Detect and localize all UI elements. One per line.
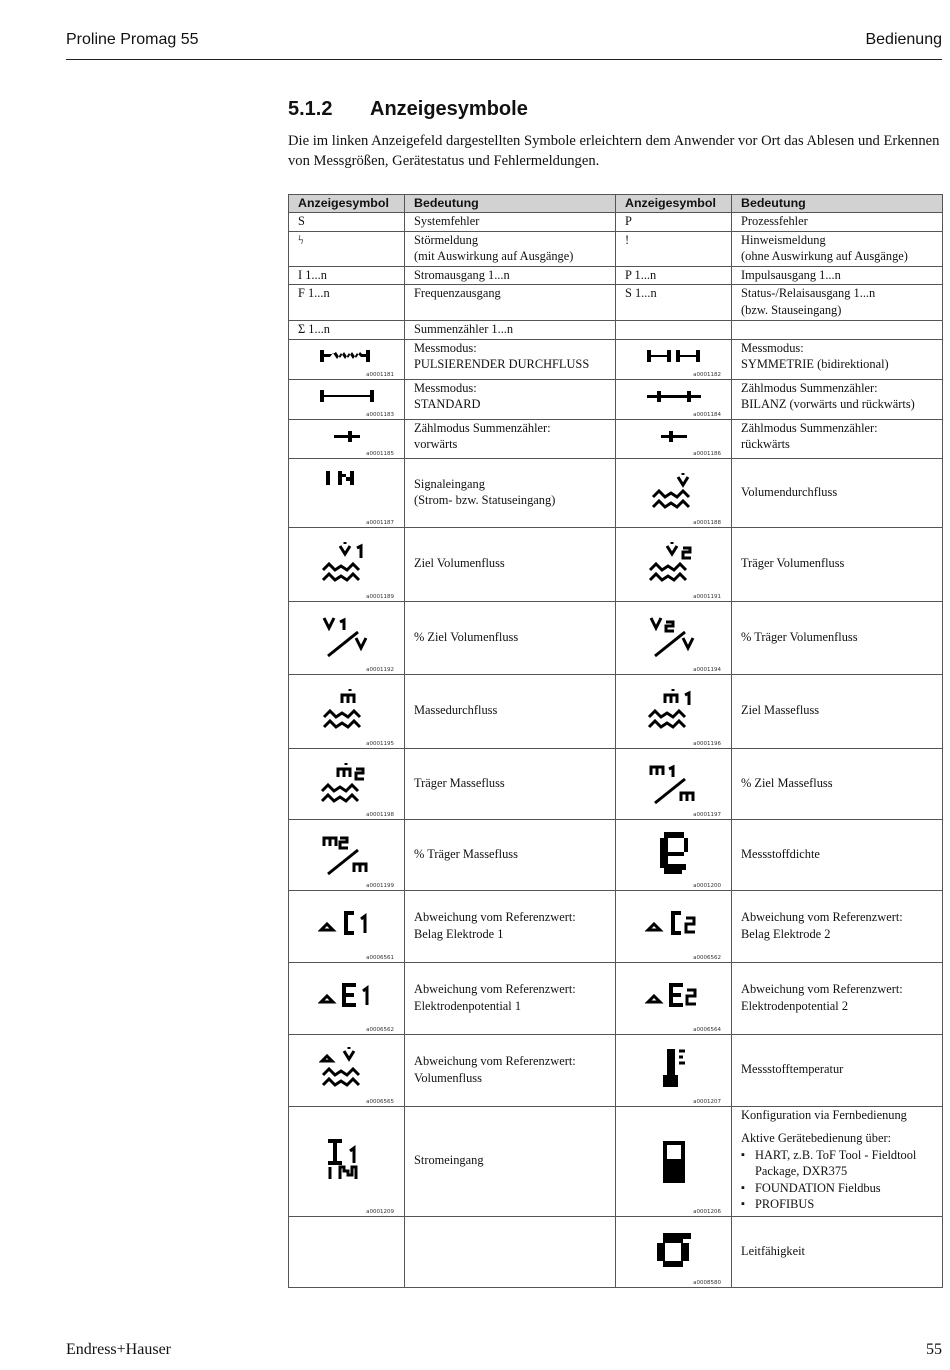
meaning-cell: Volumendurchfluss [732,458,943,527]
standard-mode-icon [318,388,376,404]
meaning-line: Aktive Gerätebedienung über: [741,1131,892,1145]
table-row [289,601,943,674]
table-row [289,748,943,819]
symbol-cell: Σ 1...n [289,321,405,340]
meaning-cell [405,339,616,379]
meaning-cell: % Ziel Volumenfluss [405,601,616,674]
meaning-line: Zählmodus Summenzähler: [414,420,551,435]
symbol-cell [289,890,405,962]
meaning-cell [405,379,616,419]
meaning-cell [732,339,943,379]
symbol-cell [289,819,405,890]
section-intro: Die im linken Anzeigefeld dargestellten Symbole erleichtern dem Anwender vor Ort das Ablesen und Erkennen von Messgrößen, Gerätestatus und Fehlermeldungen. [288,133,940,169]
conductivity-icon [649,1225,699,1275]
symbol-cell [289,1106,405,1216]
table-row [289,339,943,379]
meaning-cell [405,962,616,1034]
meaning-cell [732,321,943,340]
meaning-line: Zählmodus Summenzähler: [741,420,878,435]
symbol-cell [289,419,405,458]
mass-flow-icon [320,685,374,733]
figure-code: a0001182 [693,371,721,378]
table-row [289,962,943,1034]
table-row [289,1034,943,1106]
symbol-cell [616,379,732,419]
volume-flow-icon [319,538,375,586]
column-header: Bedeutung [732,195,943,213]
backward-icon [659,428,689,444]
table-row [289,1216,943,1287]
deviation-icon [318,981,376,1009]
meaning-cell: Summenzähler 1...n [405,321,616,340]
meaning-cell: Träger Volumenfluss [732,527,943,601]
figure-code: a0001195 [366,740,394,747]
temperature-icon [659,1045,689,1091]
symbol-cell [289,601,405,674]
header-rule [66,59,942,60]
symbol-cell: S 1...n [616,285,732,321]
meaning-line: SYMMETRIE (bidirektional) [741,357,889,371]
meaning-line: Volumenfluss [414,1070,482,1085]
symbol-cell: I 1...n [289,266,405,285]
figure-code: a0001181 [366,371,394,378]
symbol-cell [616,339,732,379]
volume-flow-ratio-icon [320,610,374,660]
figure-code: a0006565 [366,1098,394,1105]
signal-input-icon [324,469,370,487]
column-header: Anzeigesymbol [616,195,732,213]
figure-code: a0001207 [693,1098,721,1105]
list-item: ▪ PROFIBUS [755,1196,934,1213]
symbol-cell [289,527,405,601]
symbol-cell: S [289,213,405,232]
mass-flow-icon [645,685,703,733]
meaning-cell: Prozessfehler [732,213,943,232]
meaning-line: Messmodus: [414,380,477,395]
symbol-cell [289,379,405,419]
figure-code: a0001198 [366,811,394,818]
meaning-cell [405,890,616,962]
meaning-line: Konfiguration via Fernbedienung [741,1107,907,1122]
symbol-cell: F 1...n [289,285,405,321]
meaning-line: Belag Elektrode 2 [741,926,831,941]
figure-code: a0008580 [693,1279,721,1286]
meaning-line: Abweichung vom Referenzwert: [414,1054,576,1068]
page-number: 55 [926,1341,942,1358]
footer-brand: Endress+Hauser [66,1341,171,1358]
meaning-line: Belag Elektrode 1 [414,926,504,941]
meaning-cell: Ziel Massefluss [732,674,943,748]
meaning-line: (Strom- bzw. Statuseingang) [414,493,556,507]
meaning-cell: Träger Massefluss [405,748,616,819]
meaning-cell: % Träger Volumenfluss [732,601,943,674]
forward-icon [332,428,362,444]
figure-code: a0006562 [366,1026,394,1033]
section-title [288,98,528,121]
symbol-cell [289,339,405,379]
meaning-line: Messmodus: [414,340,477,355]
symbol-cell [289,748,405,819]
symbol-cell: ! [616,231,732,266]
header-chapter: Bedienung [865,31,942,48]
deviation-icon [318,909,376,937]
balance-icon [645,388,703,404]
volume-flow-icon [319,1043,375,1091]
section-number: 5.1.2 [288,98,333,120]
list-item: ▪ HART, z.B. ToF Tool - Fieldtool Package, DXR375 [755,1147,934,1180]
symmetry-mode-icon [645,348,703,364]
figure-code: a0006562 [693,954,721,961]
mass-flow-ratio-icon [320,828,374,880]
symbol-cell [616,1216,732,1287]
symbol-cell [616,601,732,674]
meaning-cell [732,962,943,1034]
meaning-cell [732,419,943,458]
symbol-cell [289,674,405,748]
meaning-line: Elektrodenpotential 1 [414,998,522,1013]
volume-flow-icon [649,469,699,513]
meaning-cell [405,458,616,527]
symbol-cell [289,1216,405,1287]
meaning-line: Zählmodus Summenzähler: [741,380,878,395]
column-header: Anzeigesymbol [289,195,405,213]
table-row [289,231,943,266]
symbol-table [288,194,943,1288]
bullet-list [741,1147,934,1213]
figure-code: a0001188 [693,519,721,526]
meaning-cell: Leitfähigkeit [732,1216,943,1287]
header-product: Proline Promag 55 [66,31,199,48]
figure-code: a0001197 [693,811,721,818]
symbol-cell [616,527,732,601]
table-row [289,674,943,748]
symbol-cell [616,458,732,527]
meaning-cell [732,379,943,419]
meaning-cell [732,231,943,266]
table-row [289,321,943,340]
meaning-line: Signaleingang [414,476,485,491]
meaning-line: Messmodus: [741,340,804,355]
meaning-line: Hinweismeldung [741,232,826,247]
meaning-cell [405,419,616,458]
symbol-cell [616,419,732,458]
meaning-line: (mit Auswirkung auf Ausgänge) [414,249,574,263]
meaning-line: Abweichung vom Referenzwert: [414,910,576,924]
meaning-line: Abweichung vom Referenzwert: [741,982,903,996]
meaning-cell: Frequenzausgang [405,285,616,321]
figure-code: a0001191 [693,593,721,600]
meaning-cell: % Ziel Massefluss [732,748,943,819]
table-row [289,379,943,419]
meaning-line: rückwärts [741,437,790,451]
table-row [289,1106,943,1216]
symbol-cell: P 1...n [616,266,732,285]
meaning-cell: Massedurchfluss [405,674,616,748]
deviation-icon [645,909,703,937]
mass-flow-ratio-icon [647,757,701,809]
meaning-line: BILANZ (vorwärts und rückwärts) [741,397,915,411]
figure-code: a0001199 [366,882,394,889]
figure-code: a0001200 [693,882,721,889]
meaning-cell: Stromausgang 1...n [405,266,616,285]
remote-icon [659,1137,689,1187]
meaning-cell [732,890,943,962]
meaning-cell: Systemfehler [405,213,616,232]
density-icon [656,828,692,880]
figure-code: a0001206 [693,1208,721,1215]
meaning-line: Abweichung vom Referenzwert: [414,982,576,996]
meaning-line: Status-/Relaisausgang 1...n [741,286,876,300]
column-header: Bedeutung [405,195,616,213]
figure-code: a0001189 [366,593,394,600]
current-input-icon [324,1135,370,1181]
volume-flow-icon [646,538,702,586]
table-row [289,458,943,527]
deviation-icon [645,981,703,1009]
meaning-cell: % Träger Massefluss [405,819,616,890]
figure-code: a0001209 [366,1208,394,1215]
meaning-cell: Impulsausgang 1...n [732,266,943,285]
symbol-cell [616,1106,732,1216]
meaning-line: PULSIERENDER DURCHFLUSS [414,357,590,371]
meaning-cell [405,1034,616,1106]
figure-code: a0001194 [693,666,721,673]
table-row [289,266,943,285]
meaning-line: (bzw. Stauseingang) [741,302,842,317]
figure-code: a0006561 [366,954,394,961]
meaning-cell: Stromeingang [405,1106,616,1216]
symbol-cell [616,890,732,962]
meaning-line: vorwärts [414,437,458,451]
symbol-cell [616,674,732,748]
meaning-cell: Messstofftemperatur [732,1034,943,1106]
symbol-cell: ϟ [289,231,405,266]
list-item: ▪ FOUNDATION Fieldbus [755,1180,934,1197]
figure-code: a0001192 [366,666,394,673]
figure-code: a0006564 [693,1026,721,1033]
symbol-cell [616,962,732,1034]
meaning-cell [732,285,943,321]
figure-code: a0001196 [693,740,721,747]
section-heading: Anzeigesymbole [370,98,528,120]
figure-code: a0001186 [693,450,721,457]
figure-code: a0001183 [366,411,394,418]
table-row [289,285,943,321]
meaning-line: Störmeldung [414,232,479,247]
symbol-cell [616,1034,732,1106]
symbol-cell [289,1034,405,1106]
table-header-row [289,195,943,213]
pulse-mode-icon [318,348,376,364]
symbol-cell [616,819,732,890]
symbol-cell [289,458,405,527]
meaning-line: (ohne Auswirkung auf Ausgänge) [741,249,908,263]
meaning-line: STANDARD [414,397,481,411]
symbol-cell [616,321,732,340]
meaning-cell [405,231,616,266]
table-row [289,819,943,890]
figure-code: a0001187 [366,519,394,526]
symbol-cell [289,962,405,1034]
figure-code: a0001185 [366,450,394,457]
meaning-line: Elektrodenpotential 2 [741,998,849,1013]
meaning-cell [405,1216,616,1287]
table-row [289,890,943,962]
table-row [289,419,943,458]
table-row [289,527,943,601]
symbol-cell: P [616,213,732,232]
meaning-line: Abweichung vom Referenzwert: [741,910,903,924]
symbol-cell [616,748,732,819]
meaning-cell: Ziel Volumenfluss [405,527,616,601]
table-row [289,213,943,232]
meaning-cell: Messstoffdichte [732,819,943,890]
figure-code: a0001184 [693,411,721,418]
meaning-cell [732,1106,943,1216]
volume-flow-ratio-icon [647,610,701,660]
mass-flow-icon [318,759,376,807]
